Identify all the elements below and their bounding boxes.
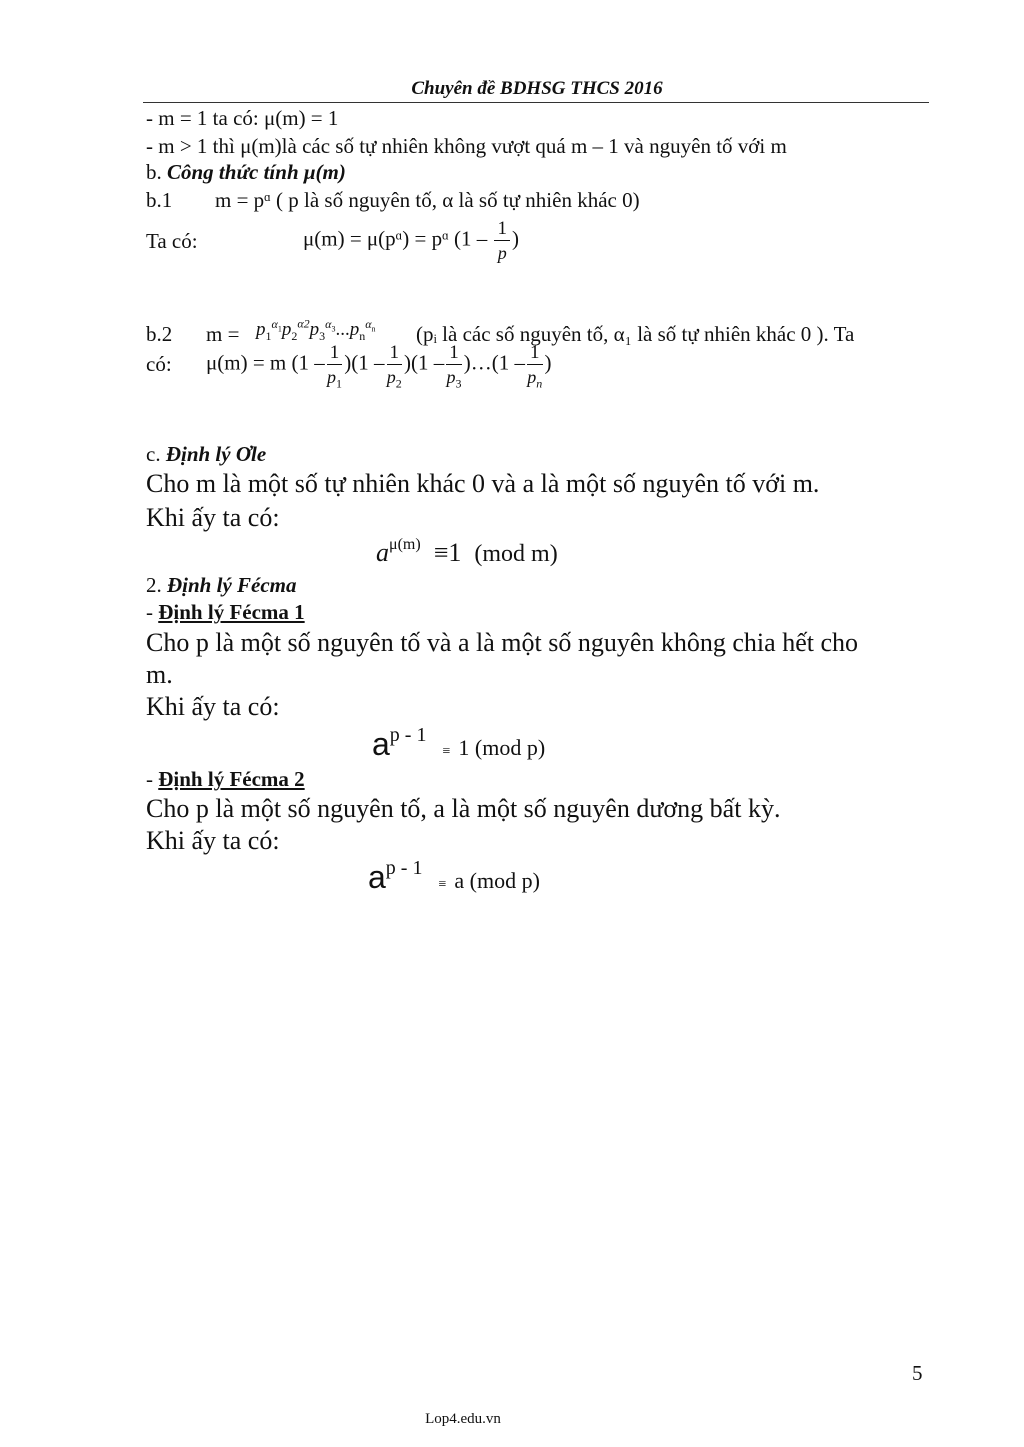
fraction-denominator: $p_n$ <box>527 367 543 391</box>
fermat-2-exponent: p - 1 <box>385 857 423 879</box>
fraction-numerator: 1 <box>446 343 462 365</box>
fermat-1-exponent: p - 1 <box>389 724 427 746</box>
fraction-numerator: 1 <box>327 343 343 365</box>
fermat-1-statement: Cho p là một số nguyên tố và a là một số nguyên không chia hết cho <box>146 628 858 657</box>
section-c-prefix: c. <box>146 442 166 466</box>
co-separator-3: )…(1 – <box>463 350 526 375</box>
fraction-denominator: p <box>497 243 507 263</box>
fraction-1-over-p1 <box>327 342 343 391</box>
fermat-1-modulus: 1 (mod p) <box>458 735 546 760</box>
fermat-2-base: a <box>368 859 386 895</box>
b2-description: (pᵢ là các số nguyên tố, α₁ là số tự nhiên khác 0 ). Ta <box>416 322 855 346</box>
fermat-1-formula <box>372 726 545 763</box>
fermat-2-modulus: a (mod p) <box>454 868 540 893</box>
fermat-2-congruence: ≡ <box>438 877 447 892</box>
euler-modulus: (mod m) <box>474 541 558 567</box>
section-2-title: Định lý Fécma <box>167 573 297 597</box>
fermat-2-heading <box>146 767 305 792</box>
fermat-1-dash: - <box>146 600 159 624</box>
co-separator-1: )(1 – <box>344 350 385 375</box>
line-m-equals-1: - m = 1 ta có: μ(m) = 1 <box>146 106 339 130</box>
co-formula-end: ) <box>544 350 552 375</box>
fermat-1-title: Định lý Fécma 1 <box>158 600 305 624</box>
fraction-numerator: 1 <box>387 343 403 365</box>
taco-label: Ta có: <box>146 229 198 253</box>
fraction-denominator: $p_3$ <box>446 367 462 391</box>
footer-site: Lop4.edu.vn <box>425 1411 501 1427</box>
section-2-heading <box>146 573 297 598</box>
fermat-2-title: Định lý Fécma 2 <box>158 767 305 791</box>
b2-product-formula: $p_1^{\alpha_1}p_2^{\alpha 2}p_3^{\alpha_3}...p_n^{\alpha_n}$ <box>256 316 376 343</box>
section-2-prefix: 2. <box>146 573 167 597</box>
section-b-prefix: b. <box>146 160 167 184</box>
euler-formula <box>376 538 558 568</box>
euler-then: Khi ấy ta có: <box>146 503 280 532</box>
co-formula-start: μ(m) = m (1 – <box>206 350 325 375</box>
co-formula <box>206 342 552 391</box>
fraction-1-over-p3 <box>446 342 462 391</box>
fraction-1-over-pn <box>527 342 543 391</box>
euler-base: a <box>376 538 389 567</box>
fermat-1-congruence: ≡ <box>442 744 451 759</box>
euler-congruence: ≡1 <box>433 538 462 567</box>
fraction-numerator: 1 <box>494 219 510 241</box>
section-c-title: Định lý Ơle <box>165 442 267 466</box>
b2-label: b.2 <box>146 322 173 346</box>
fraction-numerator: 1 <box>527 343 543 365</box>
b1-label: b.1 <box>146 188 173 212</box>
fermat-2-formula <box>368 859 540 896</box>
euler-exponent: μ(m) <box>389 536 421 553</box>
taco-formula-left: μ(m) = μ(pᵅ) = pᵅ (1 – <box>303 226 488 251</box>
taco-formula <box>303 219 519 262</box>
section-c-heading <box>146 442 266 467</box>
fraction-denominator: $p_2$ <box>386 367 402 391</box>
fermat-1-then: Khi ấy ta có: <box>146 692 280 721</box>
header-rule <box>143 102 929 103</box>
fraction-1-over-p2 <box>386 342 403 391</box>
fermat-2-dash: - <box>146 767 159 791</box>
fermat-1-heading <box>146 600 305 625</box>
section-b-heading <box>146 160 346 185</box>
taco-formula-right: ) <box>511 226 519 251</box>
fraction-denominator: $p_1$ <box>327 367 343 391</box>
fraction-1-over-p <box>494 219 510 262</box>
fermat-2-statement: Cho p là một số nguyên tố, a là một số nguyên dương bất kỳ. <box>146 794 781 823</box>
b1-text: m = pᵅ ( p là số nguyên tố, α là số tự nhiên khác 0) <box>215 188 640 212</box>
line-m-greater-1: - m > 1 thì μ(m)là các số tự nhiên không vượt quá m – 1 và nguyên tố với m <box>146 134 787 158</box>
co-separator-2: )(1 – <box>404 350 445 375</box>
page-number: 5 <box>912 1361 923 1385</box>
page-header: Chuyên đề BDHSG THCS 2016 <box>411 78 663 99</box>
co-label: có: <box>146 352 172 376</box>
section-b-title: Công thức tính μ(m) <box>167 160 346 184</box>
fermat-2-then: Khi ấy ta có: <box>146 826 280 855</box>
euler-statement: Cho m là một số tự nhiên khác 0 và a là một số nguyên tố với m. <box>146 469 820 498</box>
fermat-1-base: a <box>372 726 390 762</box>
b2-m-equals: m = <box>206 322 240 346</box>
fermat-1-statement-cont: m. <box>146 660 173 689</box>
